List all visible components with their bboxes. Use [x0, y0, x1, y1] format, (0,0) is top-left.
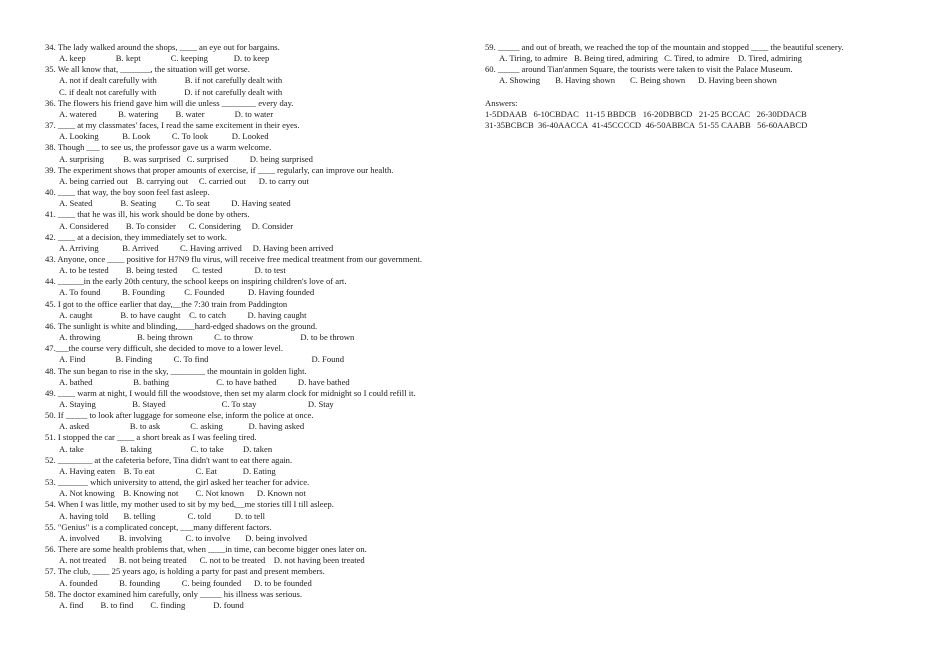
answers-line: 1-5DDAAB 6-10CBDAC 11-15 BBDCB 16-20DBBCD 21-25 BCCAC 26-30DDACB [485, 108, 807, 119]
answer-options: A. watered B. watering B. water D. to water [59, 108, 274, 119]
question-text: 47.___the course very difficult, she decided to move to a lower level. [45, 343, 284, 354]
question-text: 59. _____ and out of breath, we reached the top of the mountain and stopped ____ the beautiful scenery. [485, 42, 844, 52]
question-text: 44. ______in the early 20th century, the school keeps on inspiring children's love of art. [45, 276, 347, 287]
question-text: 36. The flowers his friend gave him will die unless ________ every day. [45, 97, 294, 108]
right-column [485, 42, 915, 131]
question-text: 34. The lady walked around the shops, ____ an eye out for bargains. [45, 42, 280, 52]
question-text: 57. The club, ____ 25 years ago, is holding a party for past and present members. [45, 566, 325, 577]
answer-options: A. having told B. telling C. told D. to tell [59, 510, 266, 521]
answer-options: A. asked B. to ask C. asking D. having asked [59, 421, 305, 432]
question-text: 51. I stopped the car ____ a short break as I was feeling tired. [45, 432, 257, 443]
question-text: 37. ____ at my classmates' faces, I read the same excitement in their eyes. [45, 120, 300, 131]
question-text: 38. Though ___ to see us, the professor gave us a warm welcome. [45, 142, 272, 153]
question-text: 43. Anyone, once ____ positive for H7N9 flu virus, will receive free medical treatment from our government. [45, 253, 423, 264]
answer-options: A. keep B. kept C. keeping D. to keep [59, 53, 270, 64]
question-text: 60. _____ around Tian'anmen Square, the tourists were taken to visit the Palace Museum. [485, 64, 793, 75]
answer-options: A. surprising B. was surprised C. surprised D. being surprised [59, 153, 313, 164]
answers-line: 31-35BCBCB 36-40AACCA 41-45CCCCD 46-50ABBCA 51-55 CAABB 56-60AABCD [485, 119, 808, 130]
answer-options: A. bathed B. bathing C. to have bathed D. have bathed [59, 376, 350, 387]
question-text: 55. "Genius" is a complicated concept, ___many different factors. [45, 521, 272, 532]
answers-label: Answers: [485, 97, 518, 108]
question-text: 50. If _____ to look after luggage for someone else, inform the police at once. [45, 410, 314, 421]
question-text: 56. There are some health problems that, when ____in time, can become bigger ones later on. [45, 544, 367, 555]
question-text: 40. ____ that way, the boy soon feel fast asleep. [45, 187, 210, 198]
answer-options: A. to be tested B. being tested C. tested D. to test [59, 265, 286, 276]
question-text: 49. ____ warm at night, I would fill the woodstove, then set my alarm clock for midnight so I could refill it. [45, 387, 416, 398]
answer-options: A. Arriving B. Arrived C. Having arrived D. Having been arrived [59, 242, 334, 253]
answer-options: A. throwing B. being thrown C. to throw D. to be thrown [59, 332, 355, 343]
question-text: 53. _______ which university to attend, the girl asked her teacher for advice. [45, 477, 310, 488]
answer-options: C. if dealt not carefully with D. if not carefully dealt with [59, 86, 283, 97]
answer-options: A. To found B. Founding C. Founded D. Having founded [59, 287, 315, 298]
question-text: 46. The sunlight is white and blinding,____hard-edged shadows on the ground. [45, 320, 318, 331]
answer-options: A. Tiring, to admire B. Being tired, admiring C. Tired, to admire D. Tired, admiring [499, 53, 802, 64]
question-text: 58. The doctor examined him carefully, only _____ his illness was serious. [45, 588, 303, 599]
answer-options: A. founded B. founding C. being founded D. to be founded [59, 577, 312, 588]
answer-options: A. Not knowing B. Knowing not C. Not known D. Known not [59, 488, 306, 499]
answer-options: A. Staying B. Stayed C. To stay D. Stay [59, 399, 334, 409]
question-text: 35. We all know that, _______, the situation will get worse. [45, 64, 250, 75]
question-text: 45. I got to the office earlier that day,__the 7:30 train from Paddington [45, 298, 288, 309]
answer-options: A. being carried out B. carrying out C. carried out D. to carry out [59, 175, 309, 186]
answer-options: A. Considered B. To consider C. Considering D. Consider [59, 220, 294, 231]
answer-options: A. caught B. to have caught C. to catch D. having caught [59, 309, 307, 320]
left-column [45, 42, 470, 611]
question-text: 48. The sun began to rise in the sky, ________ the mountain in golden light. [45, 365, 307, 376]
question-text: 42. ____ at a decision, they immediately set to work. [45, 231, 227, 242]
answer-options: A. Having eaten B. To eat C. Eat D. Eating [59, 465, 276, 476]
answer-options: A. involved B. involving C. to involve D. being involved [59, 532, 308, 543]
answer-options: A. Showing B. Having shown C. Being shown D. Having been shown [499, 75, 777, 86]
answer-options: A. not treated B. not being treated C. not to be treated D. not having been treated [59, 555, 365, 566]
answer-options: A. Looking B. Look C. To look D. Looked [59, 131, 269, 142]
answer-options: A. take B. taking C. to take D. taken [59, 443, 273, 454]
answer-options: A. find B. to find C. finding D. found [59, 599, 244, 610]
question-text: 41. ____ that he was ill, his work should be done by others. [45, 209, 250, 220]
question-text: 39. The experiment shows that proper amounts of exercise, if ____ regularly, can improve our health. [45, 164, 394, 175]
answer-options: A. Find B. Finding C. To find D. Found [59, 354, 345, 365]
answer-options: A. not if dealt carefully with B. if not carefully dealt with [59, 75, 283, 86]
answer-options: A. Seated B. Seating C. To seat D. Having seated [59, 198, 291, 209]
question-text: 52. ________ at the cafeteria before, Tina didn't want to eat there again. [45, 454, 293, 465]
question-text: 54. When I was little, my mother used to sit by my bed,__me stories till I till asleep. [45, 499, 334, 510]
